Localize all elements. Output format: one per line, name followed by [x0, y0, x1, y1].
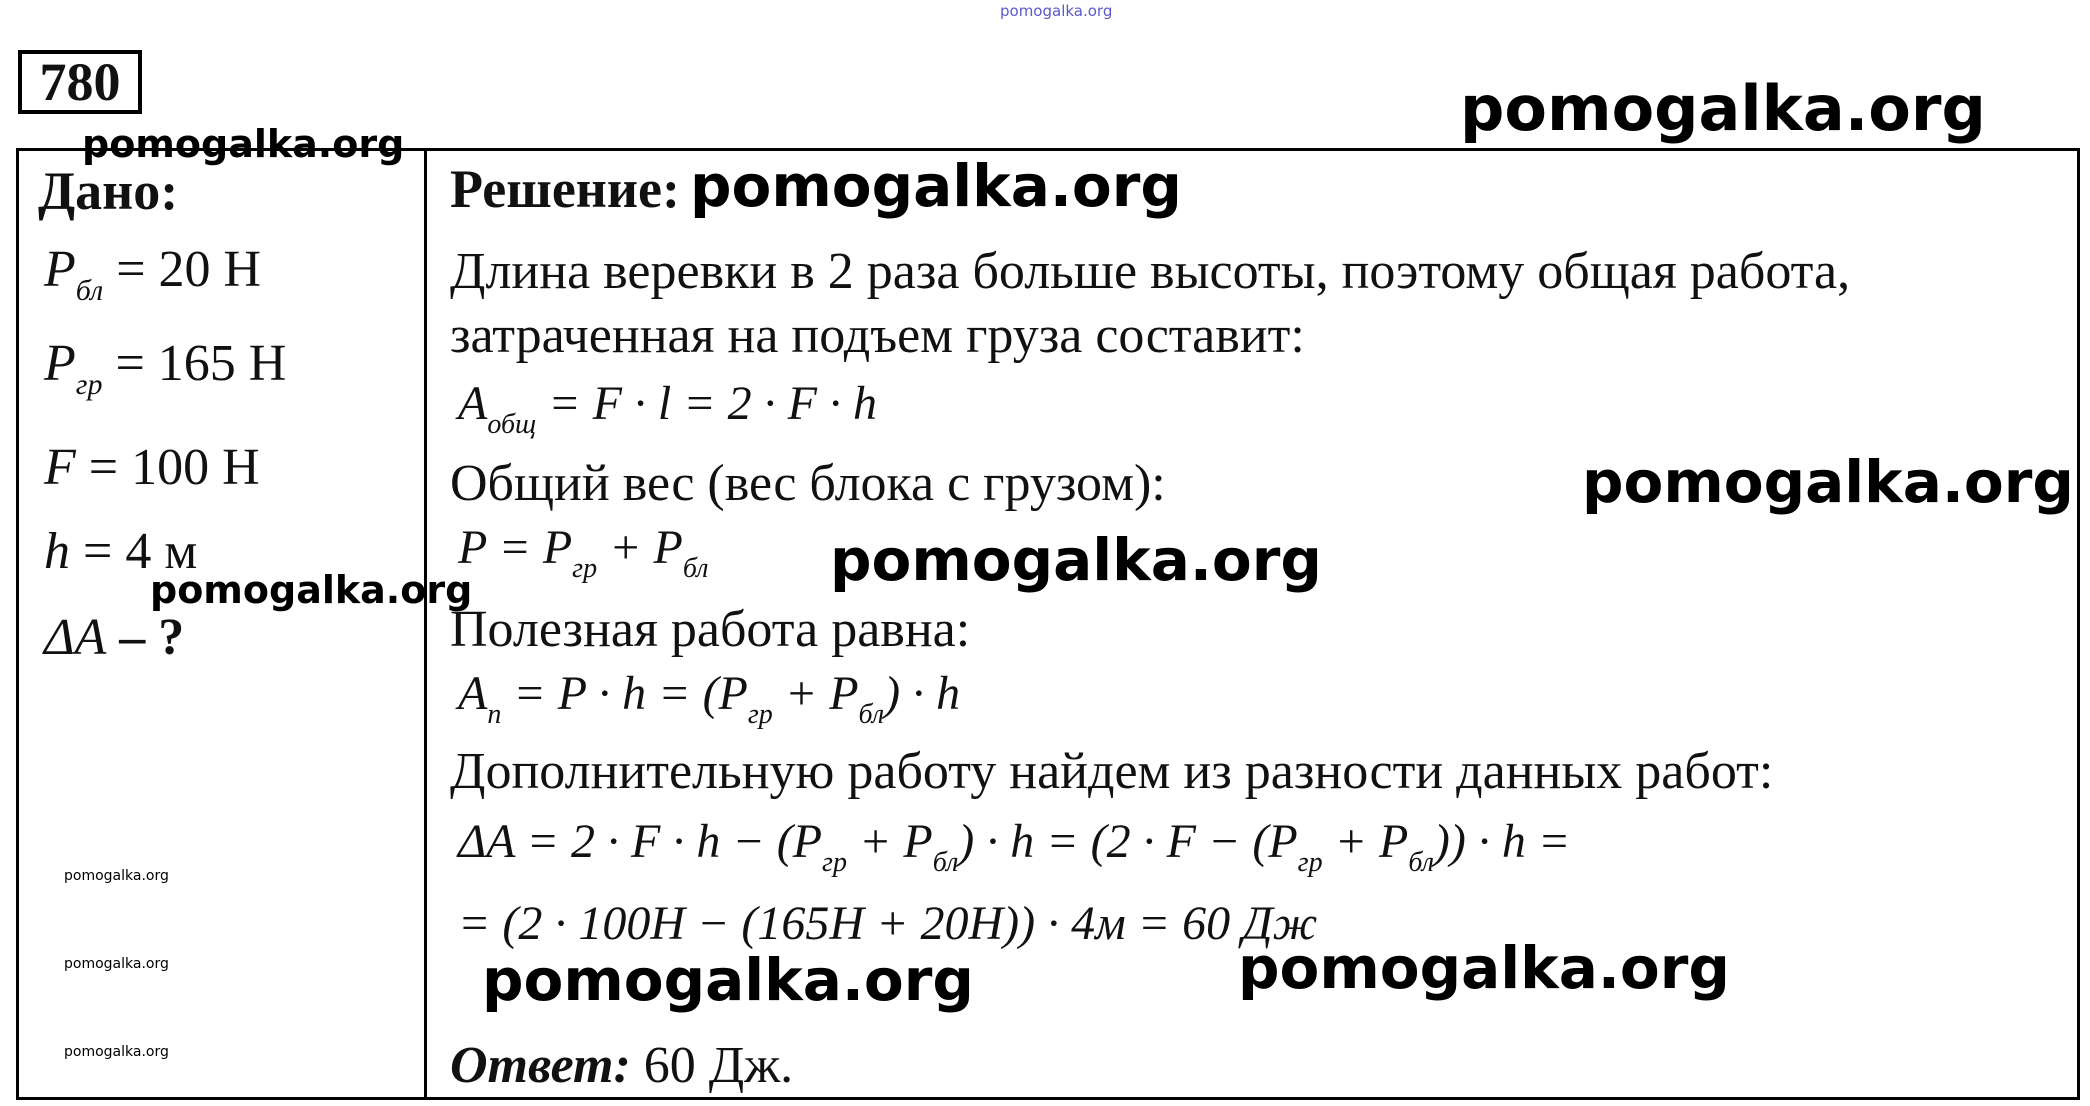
watermark: pomogalka.org [1582, 448, 2074, 516]
solution-line: Длина веревки в 2 раза больше высоты, поэтому общая работа, [450, 243, 1851, 300]
watermark: pomogalka.org [64, 868, 169, 884]
answer: Ответ: 60 Дж. [450, 1037, 794, 1094]
given-item: h = 4 м [44, 523, 198, 580]
given-item: $P_{бл} = 20$ Н [44, 241, 262, 307]
watermark: pomogalka.org [64, 1044, 169, 1060]
watermark-top: pomogalka.org [1000, 2, 1113, 20]
solution-title: Решение: [450, 159, 680, 219]
watermark: pomogalka.org [82, 122, 405, 166]
watermark: pomogalka.org [1460, 72, 1986, 145]
given-item: F = 100 Н [44, 439, 260, 496]
solution-line: затраченная на подъем груза составит: [450, 307, 1305, 364]
formula-delta-work: $\Delta A = 2 \cdot F \cdot h - (P_{гр} + P_{бл}) \cdot h = (2 \cdot F - (P_{гр} + P_{бл})) \cdot h$ = [458, 815, 1571, 878]
formula-useful-work: $A_п = P \cdot h = (P_{гр} + P_{бл}) \cdot h$ [458, 667, 961, 730]
formula-total-weight: $P = P_{гр} + P_{бл}$ [458, 521, 709, 584]
watermark: pomogalka.org [150, 568, 473, 612]
watermark: pomogalka.org [64, 956, 169, 972]
problem-number: 780 [18, 50, 142, 114]
watermark: pomogalka.org [482, 946, 974, 1014]
watermark: pomogalka.org [1238, 934, 1730, 1002]
given-item: $P_{гр} = 165$ Н [44, 335, 287, 401]
solution-line: Дополнительную работу найдем из разности данных работ: [450, 743, 1774, 800]
column-divider [424, 148, 427, 1100]
solution-line: Общий вес (вес блока с грузом): [450, 455, 1166, 512]
watermark: pomogalka.org [830, 526, 1322, 594]
given-item: ΔA – ? [44, 609, 185, 666]
given-title: Дано: [38, 161, 179, 221]
watermark: pomogalka.org [690, 152, 1182, 220]
solution-line: Полезная работа равна: [450, 601, 971, 658]
formula-calculation: = (2 · 100H − (165H + 20H)) · 4м = 60 Дж [458, 897, 1318, 950]
formula-total-work: $A_{общ} = F \cdot l = 2 \cdot F \cdot h$ [458, 377, 877, 440]
